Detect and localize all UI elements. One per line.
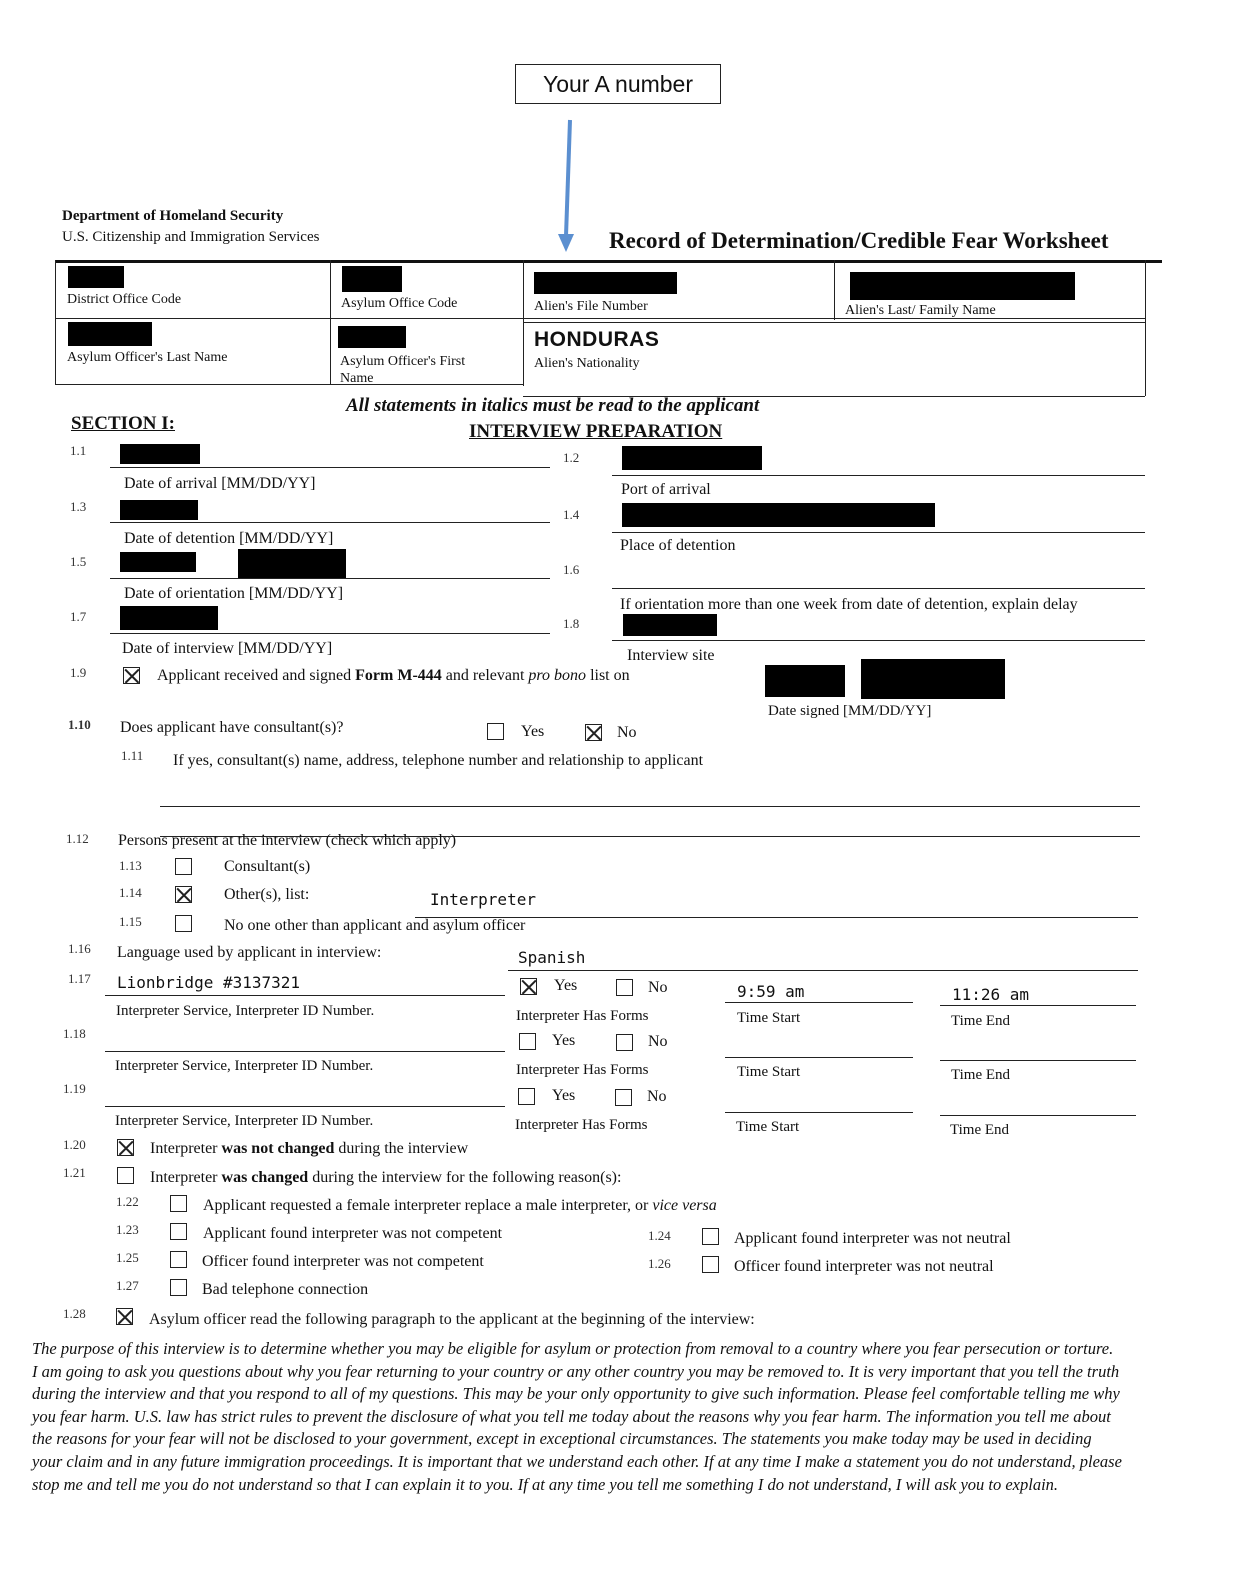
reason-1-25-checkbox[interactable] (170, 1251, 187, 1268)
redacted-date-orientation-2 (238, 549, 346, 579)
officer-first-name-label: Asylum Officer's First Name (340, 354, 466, 386)
alien-last-name-label: Alien's Last/ Family Name (845, 303, 996, 318)
time-end-label-3: Time End (950, 1122, 1010, 1138)
date-signed-label: Date signed [MM/DD/YY] (768, 703, 932, 719)
item-number: 1.23 (116, 1222, 139, 1237)
consultant-detail-label: If yes, consultant(s) name, address, telephone number and relationship to applicant (173, 752, 704, 769)
time-end-label-2: Time End (951, 1067, 1011, 1083)
item-number: 1.19 (63, 1081, 86, 1096)
changed-label: Interpreter was changed during the interview for the following reason(s): (150, 1169, 622, 1186)
consultant-yes-label: Yes (521, 723, 545, 740)
language-value: Spanish (518, 948, 586, 967)
item-number: 1.14 (119, 885, 142, 900)
consultant-no-label: No (617, 724, 637, 741)
interp1-has-forms-label: Interpreter Has Forms (516, 1008, 649, 1024)
interp3-no-label: No (647, 1088, 667, 1105)
interp1-has-forms-no[interactable] (616, 979, 633, 996)
no-one-label: No one other than applicant and asylum officer (224, 917, 526, 934)
item-number: 1.26 (648, 1256, 671, 1271)
interp2-has-forms-yes[interactable] (519, 1033, 536, 1050)
item-number: 1.15 (119, 914, 142, 929)
others-label: Other(s), list: (224, 886, 310, 903)
redacted-district-code (68, 266, 124, 288)
language-question: Language used by applicant in interview: (117, 944, 382, 961)
not-changed-checkbox[interactable] (117, 1139, 134, 1156)
consultants-label: Consultant(s) (224, 858, 311, 875)
interpreter-service-value: Lionbridge #3137321 (117, 973, 301, 992)
officer-last-name-label: Asylum Officer's Last Name (67, 350, 228, 365)
reason-1-25-label: Officer found interpreter was not competent (202, 1253, 484, 1270)
interp3-yes-label: Yes (552, 1087, 576, 1104)
redacted-officer-first-name (338, 326, 406, 348)
time-start-label-3: Time Start (736, 1119, 800, 1135)
italic-notice: All statements in italics must be read to the applicant (346, 395, 760, 416)
persons-present-label: Persons present at the interview (check which apply) (118, 832, 457, 849)
interp3-has-forms-no[interactable] (615, 1089, 632, 1106)
interp1-no-label: No (648, 979, 668, 996)
section-label: SECTION I: (71, 413, 175, 434)
time-end-value: 11:26 am (952, 985, 1030, 1004)
redacted-date-signed-2 (861, 659, 1005, 699)
date-interview-label: Date of interview [MM/DD/YY] (122, 640, 333, 657)
reason-1-23-checkbox[interactable] (170, 1223, 187, 1240)
interp2-has-forms-no[interactable] (616, 1034, 633, 1051)
nationality-value: HONDURAS (534, 328, 660, 351)
interpreter-service-label: Interpreter Service, Interpreter ID Number. (116, 1003, 375, 1019)
reason-1-22-checkbox[interactable] (170, 1195, 187, 1212)
reason-1-23-label: Applicant found interpreter was not competent (203, 1225, 503, 1242)
item-number: 1.27 (116, 1278, 139, 1293)
reason-1-22-label: Applicant requested a female interpreter replace a male interpreter, or vice versa (203, 1197, 717, 1214)
item-number: 1.8 (563, 616, 580, 631)
reason-1-26-label: Officer found interpreter was not neutral (734, 1258, 994, 1275)
orientation-delay-label: If orientation more than one week from date of detention, explain delay (620, 596, 1078, 613)
redacted-port-arrival (622, 446, 762, 470)
redacted-date-arrival (120, 444, 200, 464)
others-checkbox[interactable] (175, 886, 192, 903)
read-paragraph-label: Asylum officer read the following paragraph to the applicant at the beginning of the interview: (149, 1311, 755, 1328)
interview-site-label: Interview site (627, 647, 715, 664)
redacted-officer-last-name (68, 322, 152, 346)
others-value: Interpreter (430, 890, 536, 909)
redacted-date-signed (765, 665, 845, 697)
item-number: 1.2 (563, 450, 580, 465)
section-title: INTERVIEW PREPARATION (469, 421, 723, 442)
port-arrival-label: Port of arrival (621, 481, 711, 498)
time-start-value: 9:59 am (737, 982, 805, 1001)
interp2-has-forms-label: Interpreter Has Forms (516, 1062, 649, 1078)
not-changed-label: Interpreter was not changed during the interview (150, 1140, 469, 1157)
item-number: 1.18 (63, 1026, 86, 1041)
agency-subname: U.S. Citizenship and Immigration Services (62, 229, 320, 245)
item-number: 1.24 (648, 1228, 671, 1243)
item-number: 1.16 (68, 941, 91, 956)
item-number: 1.9 (70, 665, 87, 680)
item-number: 1.10 (68, 717, 91, 732)
m444-checkbox[interactable] (123, 667, 140, 684)
district-office-code-label: District Office Code (67, 292, 182, 307)
reason-1-27-checkbox[interactable] (170, 1279, 187, 1296)
a-number-callout: Your A number (515, 64, 721, 104)
redacted-asylum-office-code (342, 266, 402, 292)
reason-1-24-checkbox[interactable] (702, 1228, 719, 1245)
interpreter-service-label: Interpreter Service, Interpreter ID Number. (115, 1113, 374, 1129)
item-number: 1.1 (70, 443, 87, 458)
alien-file-number-label: Alien's File Number (534, 299, 648, 314)
consultants-checkbox[interactable] (175, 858, 192, 875)
redacted-date-detention (120, 500, 198, 520)
m444-statement: Applicant received and signed Form M-444 and relevant pro bono list on (157, 667, 630, 684)
time-start-label-2: Time Start (737, 1064, 801, 1080)
interp1-has-forms-yes[interactable] (520, 978, 537, 995)
interp3-has-forms-yes[interactable] (518, 1088, 535, 1105)
interp2-no-label: No (648, 1033, 668, 1050)
place-detention-label: Place of detention (620, 537, 736, 554)
item-number: 1.25 (116, 1250, 139, 1265)
redacted-place-detention (622, 503, 935, 527)
reason-1-24-label: Applicant found interpreter was not neutral (734, 1230, 1011, 1247)
asylum-office-code-label: Asylum Office Code (341, 296, 458, 311)
interp3-has-forms-label: Interpreter Has Forms (515, 1117, 648, 1133)
interview-purpose-paragraph: The purpose of this interview is to determine whether you may be eligible for asylum or protection from removal to a country where you fear persecution or torture. I am going to ask you questions about why you fear returning to your country or any other country you may be removed to. It is very important that you tell the truth during the interview and that you respond to all of my questions. This may be your only opportunity to give such information. Please feel comfortable telling me why you fear harm. U.S. law has strict rules to prevent the disclosure of what you tell me today about the reasons why you fear harm. The information you tell me about the reasons for your fear will not be disclosed to your government, except in exceptional circumstances. The statements you make today may be used in deciding your claim and in any future immigration proceedings. It is important that we understand each other. If at any time I make a statement you do not understand, please stop me and tell me you do not understand so that I can explain it to you. If at any time you tell me something I do not understand, I will ask you to explain. (32, 1339, 1122, 1494)
item-number: 1.20 (63, 1137, 86, 1152)
item-number: 1.12 (66, 831, 89, 846)
agency-name: Department of Homeland Security (62, 208, 284, 224)
changed-checkbox[interactable] (117, 1167, 134, 1184)
redacted-date-orientation (120, 552, 196, 572)
interp2-yes-label: Yes (552, 1032, 576, 1049)
item-number: 1.11 (121, 748, 144, 763)
consultant-question: Does applicant have consultant(s)? (120, 719, 344, 736)
consultant-yes-checkbox[interactable] (487, 723, 504, 740)
redacted-last-name (850, 272, 1075, 300)
item-number: 1.13 (119, 858, 142, 873)
no-one-checkbox[interactable] (175, 915, 192, 932)
interpreter-service-label: Interpreter Service, Interpreter ID Number. (115, 1058, 374, 1074)
page-title: Record of Determination/Credible Fear Worksheet (609, 228, 1109, 253)
date-orientation-label: Date of orientation [MM/DD/YY] (124, 585, 344, 602)
item-number: 1.4 (563, 507, 580, 522)
item-number: 1.22 (116, 1194, 139, 1209)
date-detention-label: Date of detention [MM/DD/YY] (124, 530, 334, 547)
redacted-interview-site (623, 614, 717, 636)
item-number: 1.6 (563, 562, 580, 577)
item-number: 1.28 (63, 1306, 86, 1321)
date-arrival-label: Date of arrival [MM/DD/YY] (124, 475, 316, 492)
title-rule (55, 260, 1162, 263)
item-number: 1.7 (70, 609, 87, 624)
redacted-file-number (534, 272, 677, 294)
callout-arrow-icon (555, 118, 579, 254)
item-number: 1.21 (63, 1165, 86, 1180)
nationality-label: Alien's Nationality (534, 356, 640, 371)
item-number: 1.3 (70, 499, 87, 514)
item-number: 1.5 (70, 554, 87, 569)
interp1-yes-label: Yes (554, 977, 578, 994)
consultant-no-checkbox[interactable] (585, 724, 602, 741)
time-start-label-1: Time Start (737, 1010, 801, 1026)
time-end-label-1: Time End (951, 1013, 1011, 1029)
item-number: 1.17 (68, 971, 91, 986)
reason-1-26-checkbox[interactable] (702, 1256, 719, 1273)
read-paragraph-checkbox[interactable] (116, 1308, 133, 1325)
reason-1-27-label: Bad telephone connection (202, 1281, 369, 1298)
redacted-date-interview (120, 606, 218, 630)
